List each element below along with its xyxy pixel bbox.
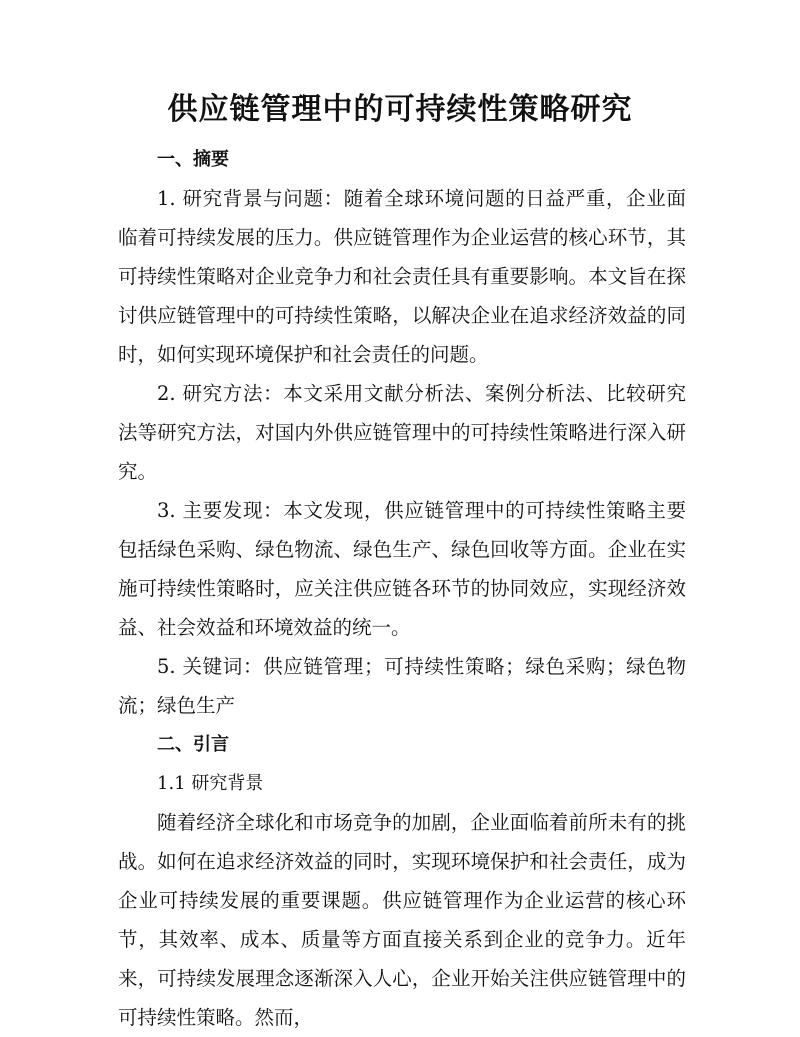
subsection-heading-background: 1.1 研究背景: [157, 773, 264, 794]
document-body: [118, 140, 686, 1037]
abstract-item-background: 1. 研究背景与问题：随着全球环境问题的日益严重，企业面临着可持续发展的压力。供应链管理作为企业运营的核心环节，其可持续性策略对企业竞争力和社会责任具有重要影响。本文旨在探讨供应链管理中的可持续性策略，以解决企业在追求经济效益的同时，如何实现环境保护和社会责任的问题。: [118, 187, 686, 366]
section-heading-introduction: 二、引言: [157, 734, 229, 755]
abstract-item-methods: 2. 研究方法：本文采用文献分析法、案例分析法、比较研究法等研究方法，对国内外供应链管理中的可持续性策略进行深入研究。: [118, 382, 686, 483]
intro-paragraph: 随着经济全球化和市场竞争的加剧，企业面临着前所未有的挑战。如何在追求经济效益的同时，实现环境保护和社会责任，成为企业可持续发展的重要课题。供应链管理作为企业运营的核心环节，其效率、成本、质量等方面直接关系到企业的竞争力。近年来，可持续发展理念逐渐深入人心，企业开始关注供应链管理中的可持续性策略。然而，: [118, 811, 686, 1029]
section-heading-abstract: 一、摘要: [157, 149, 229, 170]
abstract-item-findings: 3. 主要发现：本文发现，供应链管理中的可持续性策略主要包括绿色采购、绿色物流、绿色生产、绿色回收等方面。企业在实施可持续性策略时，应关注供应链各环节的协同效应，实现经济效益、社会效益和环境效益的统一。: [118, 499, 686, 639]
abstract-item-keywords: 5. 关键词：供应链管理；可持续性策略；绿色采购；绿色物流；绿色生产: [118, 655, 686, 717]
document-title: 供应链管理中的可持续性策略研究: [167, 92, 633, 127]
